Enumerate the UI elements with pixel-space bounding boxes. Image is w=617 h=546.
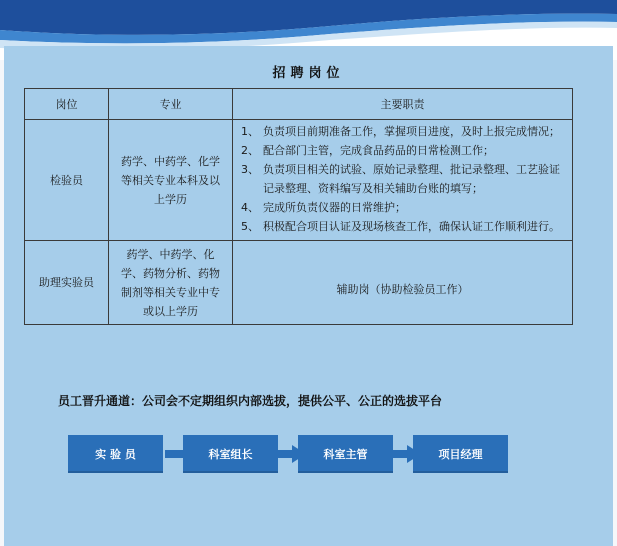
duty-number: 1、 [241,125,259,138]
duty-text: 积极配合项目认证及现场核查工作，确保认证工作顺利进行。 [263,220,560,233]
recruitment-table [24,88,573,325]
position-cell: 检验员 [25,120,109,241]
duties-cell [233,120,573,241]
duties-cell: 辅助岗（协助检验员工作） [233,241,573,325]
duty-text: 负责项目前期准备工作，掌握项目进度，及时上报完成情况； [263,125,560,138]
duty-number: 3、 [241,163,259,176]
duty-number: 5、 [241,220,259,233]
duty-item [241,122,566,141]
header-position: 岗位 [25,89,109,120]
promotion-text: 员工晋升通道：公司会不定期组织内部选拔，提供公平、公正的选拔平台 [58,394,443,408]
duty-text: 完成所负责仪器的日常维护； [263,201,406,214]
table-row [25,241,573,325]
duty-item [241,141,566,160]
duty-item [241,217,566,236]
duty-item [241,198,566,217]
header-duties: 主要职责 [233,89,573,120]
position-cell: 助理实验员 [25,241,109,325]
flow-step-project-manager: 项目经理 [413,435,508,473]
duty-text: 配合部门主管，完成食品药品的日常检测工作； [263,144,494,157]
flow-step-team-lead: 科室组长 [183,435,278,473]
header-major: 专业 [109,89,233,120]
flow-step-supervisor: 科室主管 [298,435,393,473]
duty-number: 2、 [241,144,259,157]
table-header-row [25,89,573,120]
major-cell: 药学、中药学、化学等相关专业本科及以上学历 [109,120,233,241]
duty-text: 负责项目相关的试验、原始记录整理、批记录整理、工艺验证记录整理、资料编写及相关辅助台账的填写； [263,163,560,195]
flow-step-tester: 实 验 员 [68,435,163,473]
duty-number: 4、 [241,201,259,214]
page-title: 招聘岗位 [272,66,345,81]
table-row [25,120,573,241]
duty-item [241,160,566,198]
major-cell: 药学、中药学、化学、药物分析、药物制剂等相关专业中专或以上学历 [109,241,233,325]
